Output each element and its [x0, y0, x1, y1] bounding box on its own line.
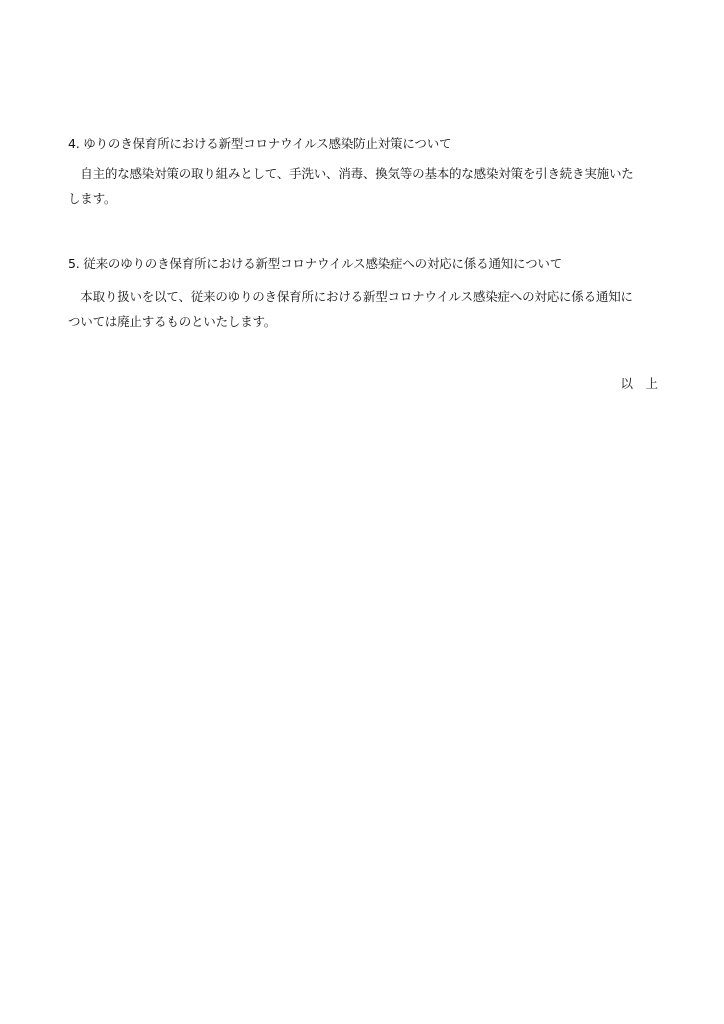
section-4-body-line: 自主的な感染対策の取り組みとして、手洗い、消毒、換気等の基本的な感染対策を引き続き実施いた — [68, 166, 634, 181]
section-5-heading: 5. 従来のゆりのき保育所における新型コロナウイルス感染症への対応に係る通知について — [68, 256, 563, 271]
closing-remark: 以 上 — [620, 376, 658, 391]
section-5-body-line: 本取り扱いを以て、従来のゆりのき保育所における新型コロナウイルス感染症への対応に係る通知に — [68, 289, 633, 304]
section-5-body-line: ついては廃止するものといたします。 — [68, 314, 277, 329]
section-4-body-line: します。 — [68, 191, 117, 206]
section-4-body — [68, 161, 660, 211]
section-4-heading: 4. ゆりのき保育所における新型コロナウイルス感染防止対策について — [68, 136, 452, 151]
section-5-body — [68, 284, 660, 334]
